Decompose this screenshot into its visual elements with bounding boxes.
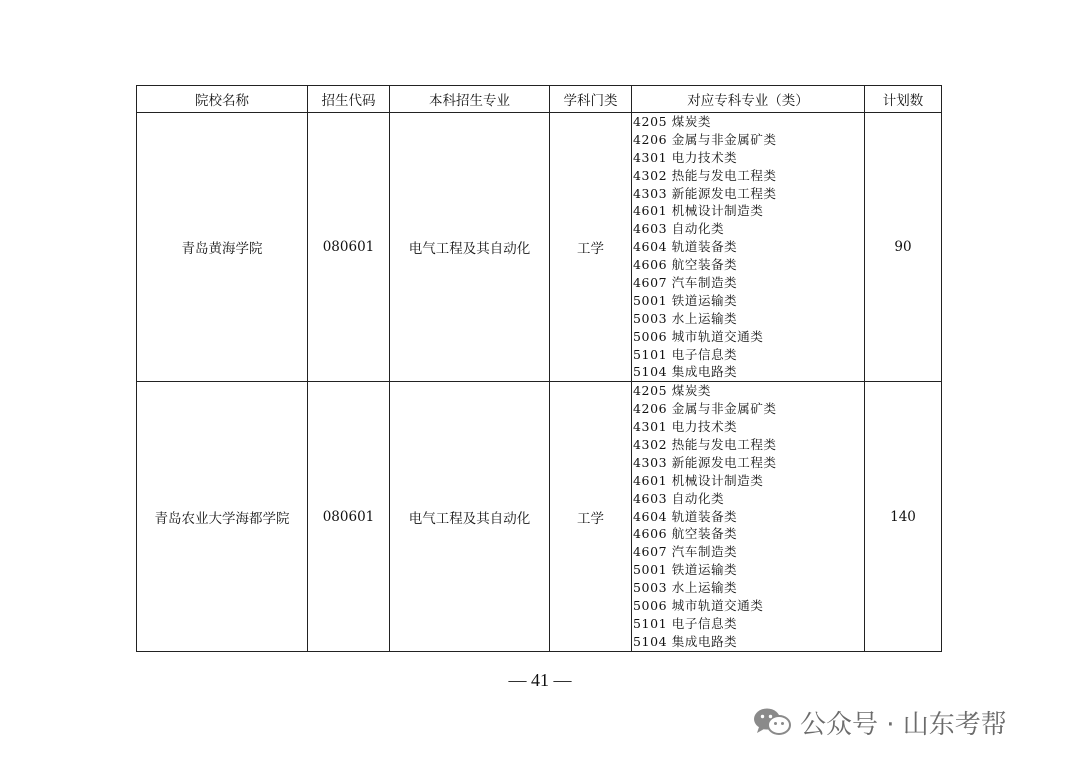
related-major-item: 4206 金属与非金属矿类: [633, 131, 777, 147]
related-major-item: 5001 铁道运输类: [633, 562, 738, 578]
related-major-item: 4601 机械设计制造类: [633, 203, 764, 219]
header-plan: 计划数: [865, 86, 942, 113]
related-major-item: 5003 水上运输类: [633, 580, 738, 596]
header-school: 院校名称: [137, 86, 308, 113]
related-major-item: 4302 热能与发电工程类: [633, 167, 777, 183]
page-number: — 41 —: [508, 670, 572, 690]
watermark-text: 公众号 · 山东考帮: [800, 709, 1007, 740]
related-major-item: 4301 电力技术类: [633, 149, 738, 165]
table-row: [137, 113, 942, 382]
related-major-item: 5104 集成电路类: [633, 364, 738, 380]
related-major-item: 4607 汽车制造类: [633, 544, 738, 560]
table-header-row: [137, 86, 942, 113]
related-major-item: 4206 金属与非金属矿类: [633, 401, 777, 417]
major-cell: 电气工程及其自动化: [390, 113, 550, 382]
category-cell: 工学: [550, 113, 632, 382]
related-major-item: 4604 轨道装备类: [633, 508, 738, 524]
related-majors-cell: [632, 382, 865, 651]
related-major-item: 4303 新能源发电工程类: [633, 454, 777, 470]
related-major-item: 5101 电子信息类: [633, 346, 738, 362]
related-major-item: 5006 城市轨道交通类: [633, 598, 764, 614]
category-cell: 工学: [550, 382, 632, 651]
related-majors-cell: [632, 113, 865, 382]
plan-cell: 140: [865, 382, 942, 651]
related-major-item: 5101 电子信息类: [633, 615, 738, 631]
school-cell: 青岛农业大学海都学院: [137, 382, 308, 651]
admissions-table: [136, 85, 942, 652]
related-major-item: 4303 新能源发电工程类: [633, 185, 777, 201]
admissions-table-container: [136, 85, 942, 652]
wechat-icon: [752, 706, 792, 738]
related-major-item: 5003 水上运输类: [633, 310, 738, 326]
header-major: 本科招生专业: [390, 86, 550, 113]
code-cell: 080601: [308, 382, 390, 651]
school-cell: 青岛黄海学院: [137, 113, 308, 382]
related-major-item: 5104 集成电路类: [633, 633, 738, 649]
plan-cell: 90: [865, 113, 942, 382]
related-major-item: 4603 自动化类: [633, 490, 725, 506]
header-category: 学科门类: [550, 86, 632, 113]
related-major-item: 5006 城市轨道交通类: [633, 328, 764, 344]
watermark: [752, 702, 1007, 742]
related-major-item: 4607 汽车制造类: [633, 275, 738, 291]
major-cell: 电气工程及其自动化: [390, 382, 550, 651]
related-major-item: 4603 自动化类: [633, 221, 725, 237]
related-major-item: 4302 热能与发电工程类: [633, 437, 777, 453]
related-major-item: 4606 航空装备类: [633, 257, 738, 273]
code-cell: 080601: [308, 113, 390, 382]
related-major-item: 5001 铁道运输类: [633, 292, 738, 308]
header-related-majors: 对应专科专业（类）: [632, 86, 865, 113]
related-major-item: 4604 轨道装备类: [633, 239, 738, 255]
related-major-item: 4601 机械设计制造类: [633, 472, 764, 488]
related-major-item: 4205 煤炭类: [633, 383, 712, 399]
related-major-item: 4301 电力技术类: [633, 419, 738, 435]
table-row: [137, 382, 942, 651]
related-major-item: 4205 煤炭类: [633, 114, 712, 129]
related-major-item: 4606 航空装备类: [633, 526, 738, 542]
header-code: 招生代码: [308, 86, 390, 113]
